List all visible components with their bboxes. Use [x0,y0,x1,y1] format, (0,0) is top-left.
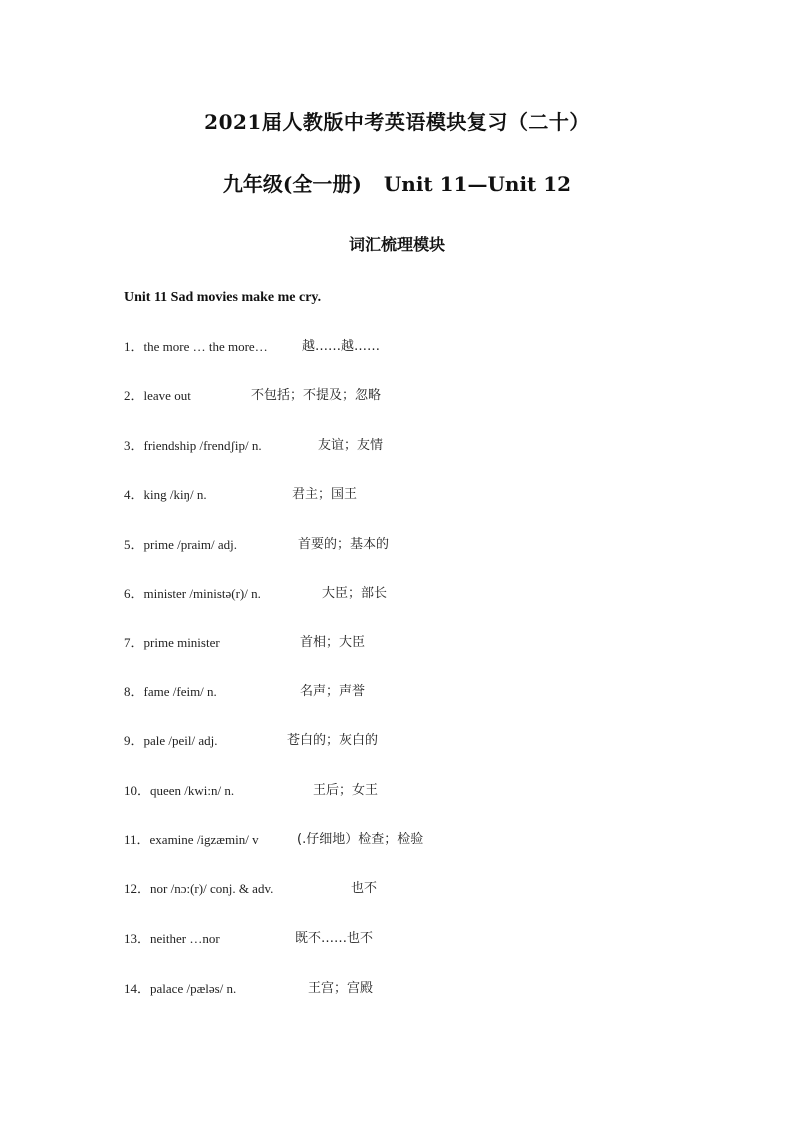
vocab-number: 6． [124,586,144,601]
vocab-item [124,337,381,357]
unit-range: Unit 11—Unit 12 [383,172,572,196]
vocab-item [124,929,374,949]
vocab-term: prime minister [143,635,220,650]
vocab-number: 2． [124,388,144,403]
vocab-item [124,436,384,456]
vocab-meaning: 苍白的；灰白的 [287,733,379,748]
vocab-item [124,879,378,899]
vocab-number: 3． [124,438,144,453]
vocab-number: 1． [124,339,144,354]
vocab-number: 13． [124,931,151,946]
vocab-number: 10． [124,783,151,798]
vocab-meaning: 友谊；友情 [318,438,384,453]
vocab-item [124,633,366,653]
vocab-number: 7． [124,635,144,650]
vocab-item [124,731,379,751]
grade-label: 九年级(全一册) [222,172,362,196]
document-title: 2021届人教版中考英语模块复习（二十） [204,110,590,134]
vocab-number: 11． [124,832,150,847]
vocab-term: palace /pæləs/ n. [150,981,237,996]
vocab-term: queen /kwi:n/ n. [150,783,235,798]
vocab-meaning: 也不 [351,881,378,896]
vocab-item [124,485,358,505]
vocab-meaning: 大臣；部长 [322,586,388,601]
vocab-meaning: 王宫；宫殿 [308,981,374,996]
vocab-term: minister /ministə(r)/ n. [143,586,261,601]
vocab-number: 5． [124,537,144,552]
vocab-term: friendship /frendʃip/ n. [143,438,262,453]
vocab-term: prime /praim/ adj. [143,537,238,552]
vocab-number: 9． [124,733,144,748]
vocab-number: 4． [124,487,144,502]
vocab-item [124,682,366,702]
vocab-number: 14． [124,981,151,996]
vocab-term: fame /feim/ n. [143,684,217,699]
vocab-item [124,584,388,604]
vocab-term: the more … the more… [143,339,268,354]
vocab-number: 8． [124,684,144,699]
vocab-meaning: (.仔细地）检查；检验 [297,832,424,847]
vocab-meaning: 首相；大臣 [300,635,366,650]
vocab-term: king /kiŋ/ n. [143,487,207,502]
vocab-meaning: 既不……也不 [295,931,374,946]
vocab-meaning: 君主；国王 [292,487,358,502]
document-subtitle [0,168,794,197]
vocab-meaning: 不包括；不提及；忽略 [251,388,382,403]
unit-heading: Unit 11 Sad movies make me cry. [124,290,322,305]
vocab-meaning: 名声；声誉 [300,684,366,699]
vocab-meaning: 越……越…… [302,339,381,354]
vocab-item [124,830,424,850]
vocab-term: leave out [143,388,191,403]
vocab-meaning: 王后；女王 [313,783,379,798]
vocab-number: 12． [124,881,151,896]
vocab-item [124,535,390,555]
vocab-term: nor /nɔ:(r)/ conj. & adv. [150,881,274,896]
vocab-item [124,386,382,406]
vocab-item [124,781,379,801]
vocab-term: neither …nor [150,931,220,946]
vocab-term: pale /peil/ adj. [143,733,218,748]
vocab-item [124,979,374,999]
section-heading: 词汇梳理模块 [348,235,445,254]
vocab-meaning: 首要的；基本的 [298,537,390,552]
vocab-term: examine /igzæmin/ v [149,832,259,847]
